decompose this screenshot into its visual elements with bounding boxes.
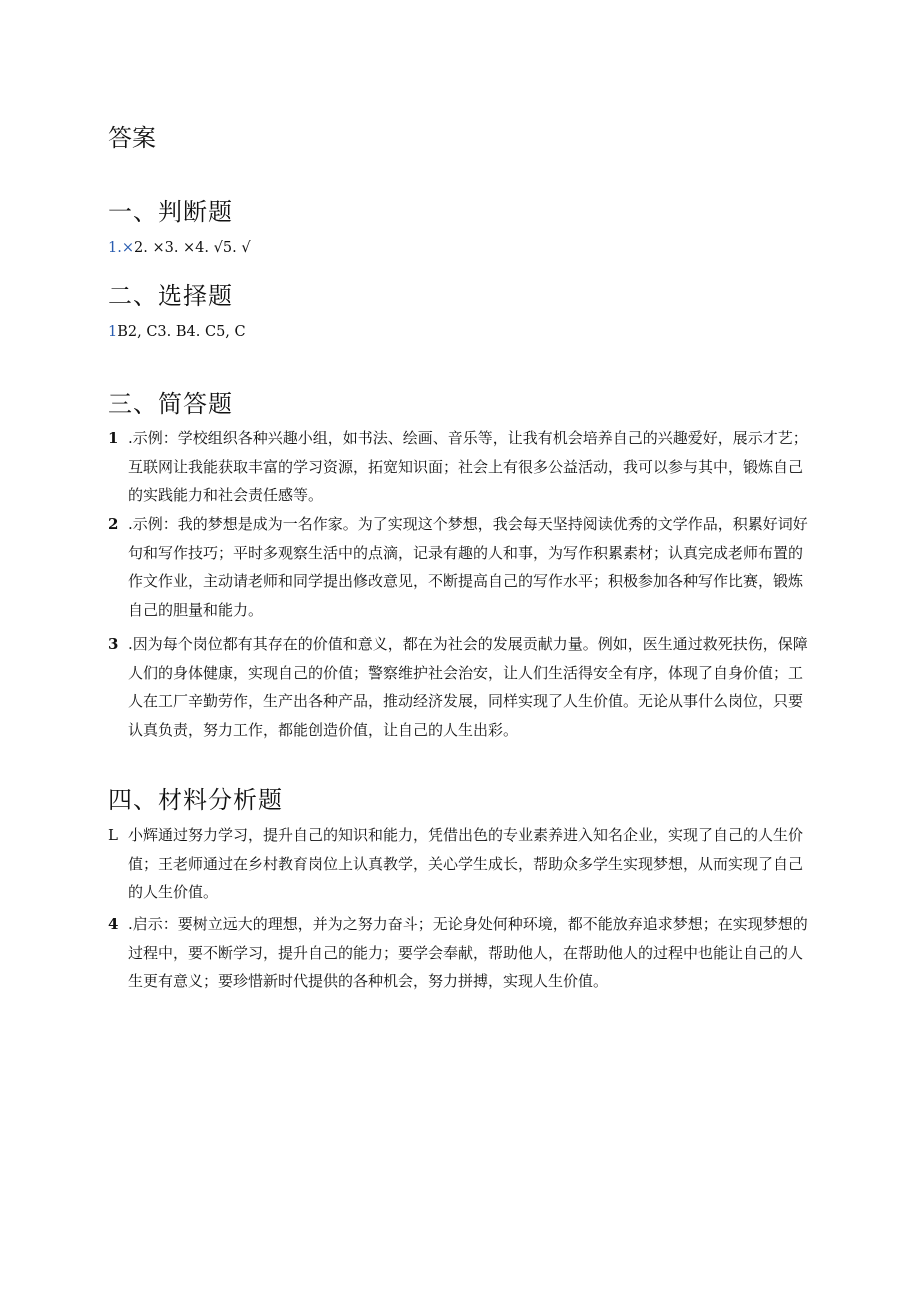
item-number: L <box>108 826 118 844</box>
page-title: 答案 <box>108 124 156 152</box>
choice-answers <box>108 324 246 340</box>
item-text: .示例：我的梦想是成为一名作家。为了实现这个梦想，我会每天坚持阅读优秀的文学作品，积累好词好句和写作技巧；平时多观察生活中的点滴，记录有趣的人和事，为写作积累素材；认真完成老师布置的作文作业，主动请老师和同学提出修改意见，不断提高自己的写作水平；积极参加各种写作比赛，锻炼自己的胆量和能力。 <box>128 515 808 619</box>
item-text: .示例：学校组织各种兴趣小组，如书法、绘画、音乐等，让我有机会培养自己的兴趣爱好，展示才艺；互联网让我能获取丰富的学习资源，拓宽知识面；社会上有很多公益活动，我可以参与其中，锻炼自己的实践能力和社会责任感等。 <box>128 429 808 504</box>
material-item <box>108 821 808 907</box>
section-heading-material: 四、材料分析题 <box>108 786 283 814</box>
item-text: .因为每个岗位都有其存在的价值和意义，都在为社会的发展贡献力量。例如，医生通过救死扶伤，保障人们的身体健康，实现自己的价值；警察维护社会治安，让人们生活得安全有序，体现了自身价值；工人在工厂辛勤劳作，生产出各种产品，推动经济发展，同样实现了人生价值。无论从事什么岗位，只要认真负责，努力工作，都能创造价值，让自己的人生出彩。 <box>128 635 808 739</box>
item-number: 1 <box>108 429 119 447</box>
item-text: .启示：要树立远大的理想，并为之努力奋斗；无论身处何种环境，都不能放弃追求梦想；在实现梦想的过程中，要不断学习，提升自己的能力；要学会奉献，帮助他人，在帮助他人的过程中也能让自己的人生更有意义；要珍惜新时代提供的各种机会，努力拼搏，实现人生价值。 <box>128 915 808 990</box>
judge-first-num: 1. <box>108 240 122 256</box>
item-number: 4 <box>108 915 119 933</box>
short-answer-item <box>108 424 808 510</box>
item-text: 小辉通过努力学习，提升自己的知识和能力，凭借出色的专业素养进入知名企业，实现了自己的人生价值；王老师通过在乡村教育岗位上认真教学，关心学生成长，帮助众多学生实现梦想，从而实现了自己的人生价值。 <box>128 826 804 901</box>
material-item <box>108 910 808 996</box>
item-number: 2 <box>108 515 119 533</box>
section-heading-choice: 二、选择题 <box>108 282 233 310</box>
choice-rest: B2, C3. B4. C5, C <box>117 324 246 340</box>
section-heading-short: 三、简答题 <box>108 390 233 418</box>
short-answer-item <box>108 630 808 744</box>
judge-answers <box>108 240 251 256</box>
item-number: 3 <box>108 635 119 653</box>
choice-first-num: 1 <box>108 324 118 340</box>
judge-first-mark: × <box>121 240 134 256</box>
short-answer-item <box>108 510 808 624</box>
section-heading-judge: 一、判断题 <box>108 198 233 226</box>
judge-rest: 2. ×3. ×4. √5. √ <box>134 240 251 256</box>
